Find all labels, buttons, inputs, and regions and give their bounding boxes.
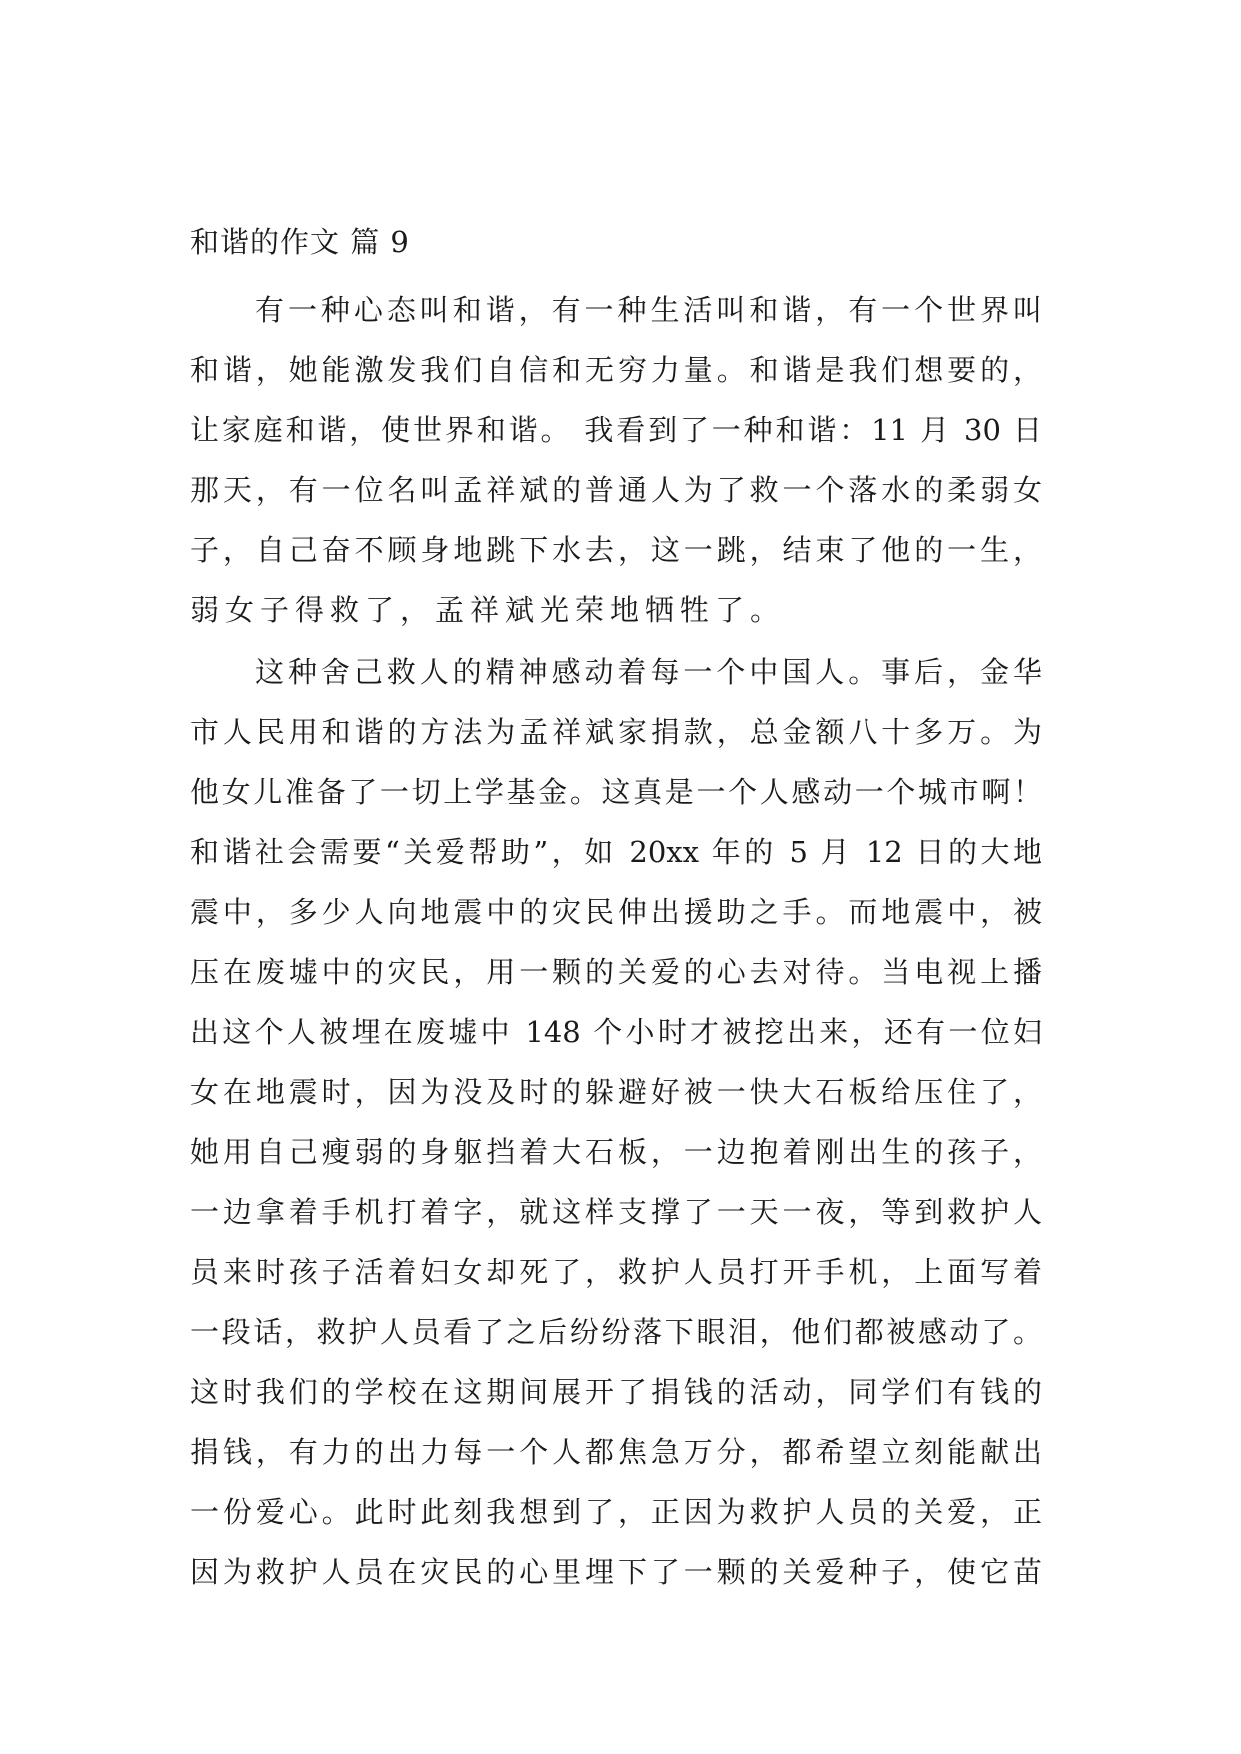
paragraph-line: 员来时孩子活着妇女却死了，救护人员打开手机，上面写着 xyxy=(190,1255,1042,1289)
paragraph-line: 市人民用和谐的方法为孟祥斌家捐款，总金额八十多万。为 xyxy=(190,715,1042,749)
paragraph-line: 压在废墟中的灾民，用一颗的关爱的心去对待。当电视上播 xyxy=(190,955,1042,989)
paragraph-line: 震中，多少人向地震中的灾民伸出援助之手。而地震中，被 xyxy=(190,895,1042,929)
paragraph-line: 让家庭和谐，使世界和谐。 我看到了一种和谐：11 月 30 日 xyxy=(190,413,1042,447)
paragraph-line: 一边拿着手机打着字，就这样支撑了一天一夜，等到救护人 xyxy=(190,1195,1042,1229)
paragraph-line: 子，自己奋不顾身地跳下水去，这一跳，结束了他的一生， xyxy=(190,533,1042,567)
paragraph-line: 弱女子得救了，孟祥斌光荣地牺牲了。 xyxy=(190,593,786,627)
paragraph-line: 一份爱心。此时此刻我想到了，正因为救护人员的关爱，正 xyxy=(190,1495,1042,1529)
paragraph-line: 这时我们的学校在这期间展开了捐钱的活动，同学们有钱的 xyxy=(190,1375,1042,1409)
paragraph-line: 一段话，救护人员看了之后纷纷落下眼泪，他们都被感动了。 xyxy=(190,1315,1042,1349)
document-title: 和谐的作文 篇 9 xyxy=(190,225,410,259)
paragraph-line: 女在地震时，因为没及时的躲避好被一快大石板给压住了， xyxy=(190,1075,1042,1109)
paragraph-line: 出这个人被埋在废墟中 148 个小时才被挖出来，还有一位妇 xyxy=(190,1015,1042,1049)
paragraph-line: 那天，有一位名叫孟祥斌的普通人为了救一个落水的柔弱女 xyxy=(190,473,1042,507)
paragraph-line: 因为救护人员在灾民的心里埋下了一颗的关爱种子，使它苗 xyxy=(190,1555,1042,1589)
paragraph-line: 这种舍己救人的精神感动着每一个中国人。事后，金华 xyxy=(255,655,1042,689)
paragraph-line: 捐钱，有力的出力每一个人都焦急万分，都希望立刻能献出 xyxy=(190,1435,1042,1469)
paragraph-line: 他女儿准备了一切上学基金。这真是一个人感动一个城市啊！ xyxy=(190,775,1042,809)
paragraph-line: 她用自己瘦弱的身躯挡着大石板，一边抱着刚出生的孩子， xyxy=(190,1135,1042,1169)
paragraph-line: 和谐，她能激发我们自信和无穷力量。和谐是我们想要的， xyxy=(190,353,1042,387)
paragraph-line: 有一种心态叫和谐，有一种生活叫和谐，有一个世界叫 xyxy=(255,293,1042,327)
paragraph-line: 和谐社会需要“关爱帮助”，如 20xx 年的 5 月 12 日的大地 xyxy=(190,835,1042,869)
